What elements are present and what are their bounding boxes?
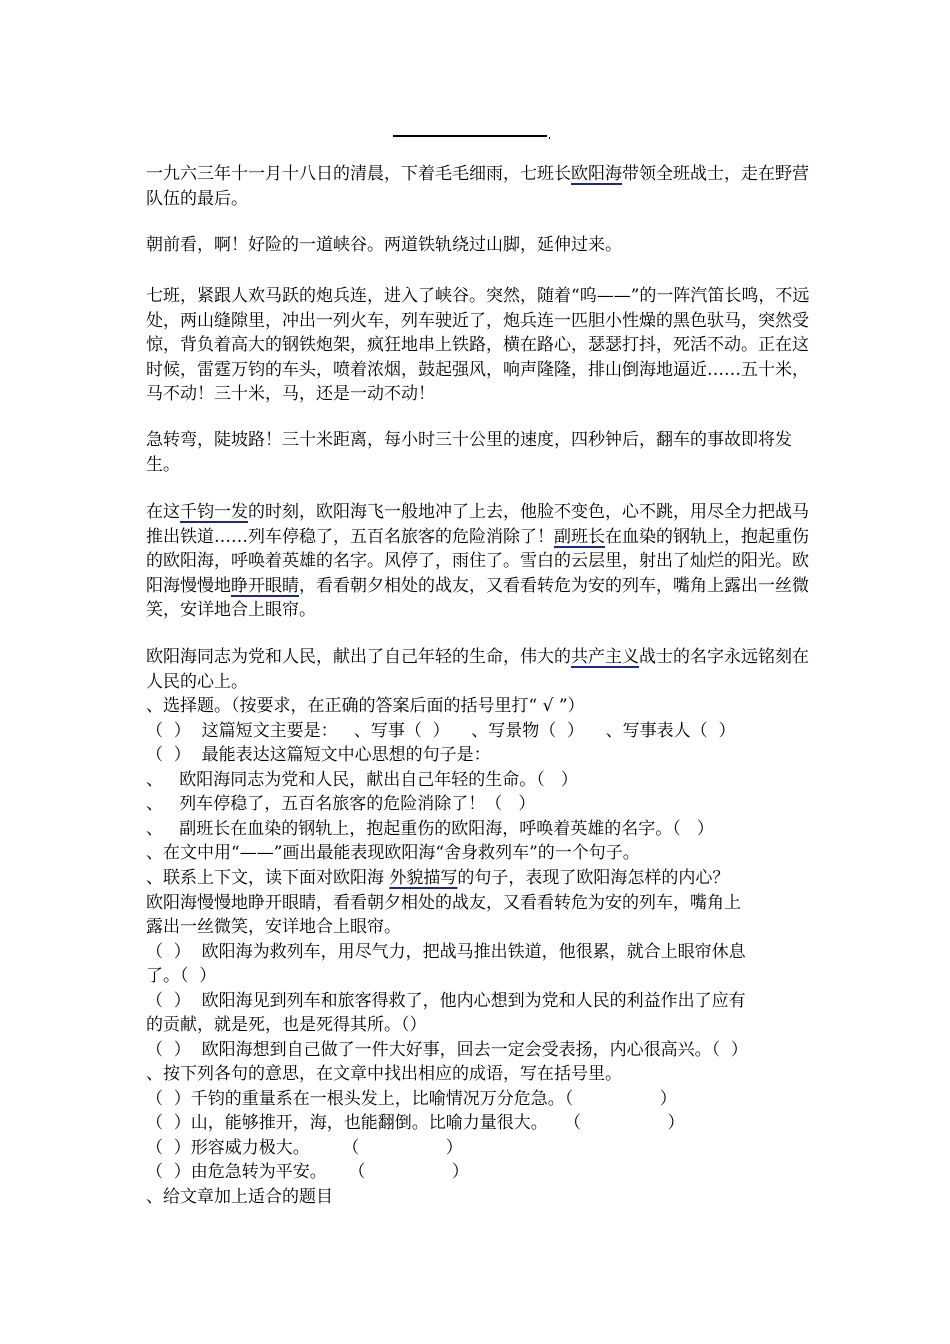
underlined-word: 外貌描写: [389, 868, 458, 888]
paragraph-1: [146, 162, 810, 211]
question-line: 、按下列各句的意思，在文章中找出相应的成语，写在括号里。: [146, 1064, 622, 1084]
question-line: （ ）山，能够推开，海，也能翻倒。比喻力量很大。 （ ）: [146, 1113, 685, 1133]
question-line: （ ）由危急转为平安。 （ ）: [146, 1162, 469, 1182]
text: 在血染的钢轨上，抱起重伤的欧阳海，呼唤着英雄的名字。风停了，雨住了。雪白的云层里，射出了灿烂的阳光。欧阳海慢慢地: [146, 526, 809, 596]
paragraph-3: 七班，紧跟人欢马跃的炮兵连，进入了峡谷。突然，随着“呜——”的一阵汽笛长鸣，不远处，两山缝隙里，冲出一列火车，列车驶近了，炮兵连一匹胆小性燥的黑色驮马，突然受惊，背负着高大的钢铁炮架，疯狂地串上铁路，横在路心，瑟瑟打抖，死活不动。正在这时候，雷霆万钧的车头，喷着浓烟，鼓起强风，响声隆隆，排山倒海地逼近……五十米，马不动！三十米，马，还是一动不动！: [146, 286, 810, 404]
underlined-word: 千钧一发: [180, 502, 248, 522]
question-line: [146, 866, 729, 891]
question-line: 了。（ ）: [146, 966, 217, 986]
text: 在这: [146, 502, 180, 522]
question-line: （ ） 欧阳海见到列车和旅客得救了，他内心想到为党和人民的利益作出了应有: [146, 991, 746, 1011]
question-line: （ ） 欧阳海为救列车，用尽气力，把战马推出铁道，他很累，就合上眼帘休息: [146, 942, 746, 962]
text: 战士的名字永远铭刻在人民的心上。: [146, 647, 809, 692]
paragraph-5: [146, 500, 810, 623]
text: ，看看朝夕相处的战友，又看看转危为安的列车，嘴角上露出一丝微笑，安详地合上眼帘。: [146, 575, 809, 620]
question-line: 、 列车停稳了，五百名旅客的危险消除了！（ ）: [146, 794, 536, 814]
question-line: （ ） 这篇短文主要是： 、写事（ ） 、写景物（ ） 、写事表人（ ）: [146, 721, 736, 741]
paragraph-6: [146, 645, 810, 694]
text: 欧阳海同志为党和人民，献出了自己年轻的生命，伟大的: [146, 647, 571, 667]
underlined-word: 共产主义: [571, 647, 639, 667]
question-line: 、在文中用“——”画出最能表现欧阳海“舍身救列车”的一个句子。: [146, 843, 640, 863]
underlined-word: 副班长: [554, 526, 605, 547]
text: 一九六三年十一月十八日的清晨，下着毛毛细雨，七班长: [146, 164, 571, 184]
text: 的句子，表现了欧阳海怎样的内心？: [457, 868, 730, 888]
question-line: 、 副班长在血染的钢轨上，抱起重伤的欧阳海，呼唤着英雄的名字。（ ）: [146, 819, 714, 839]
title-blank-line: [393, 135, 547, 137]
underlined-word: 欧阳海: [571, 164, 622, 184]
question-line: 、选择题。（按要求，在正确的答案后面的括号里打“ √ ”）: [146, 696, 585, 716]
underlined-word: 睁开眼睛: [231, 575, 299, 596]
question-line: 、给文章加上适合的题目: [146, 1187, 333, 1207]
text: 的时刻，欧阳海飞一般地冲了上去，他脸不变色，心不跳，用尽全力把战马推出铁道……列车停稳了，五百名旅客的危险消除了！: [146, 502, 809, 547]
text: 带领全班战士，走在野营队伍的最后。: [146, 164, 809, 209]
question-line: （ ） 欧阳海想到自己做了一件大好事，回去一定会受表扬，内心很高兴。（ ）: [146, 1040, 748, 1060]
question-line: （ ）千钧的重量系在一根头发上，比喻情况万分危急。（ ）: [146, 1089, 677, 1109]
question-line: 的贡献，就是死，也是死得其所。（）: [146, 1015, 427, 1035]
question-line: 、 欧阳海同志为党和人民，献出自己年轻的生命。（ ）: [146, 770, 578, 790]
question-line: 欧阳海慢慢地睁开眼睛，看看朝夕相处的战友，又看看转危为安的列车，嘴角上: [146, 893, 741, 913]
question-line: 露出一丝微笑，安详地合上眼帘。: [146, 917, 401, 937]
text: 、联系上下文，读下面对欧阳海: [146, 868, 390, 888]
paragraph-4: 急转弯，陡坡路！三十米距离，每小时三十公里的速度，四秒钟后，翻车的事故即将发生。: [146, 430, 792, 475]
paragraph-2: 朝前看，啊！好险的一道峡谷。两道铁轨绕过山脚，延伸过来。: [146, 235, 622, 255]
question-line: （ ）形容威力极大。 （ ）: [146, 1138, 463, 1158]
question-line: （ ） 最能表达这篇短文中心思想的句子是：: [146, 745, 491, 765]
